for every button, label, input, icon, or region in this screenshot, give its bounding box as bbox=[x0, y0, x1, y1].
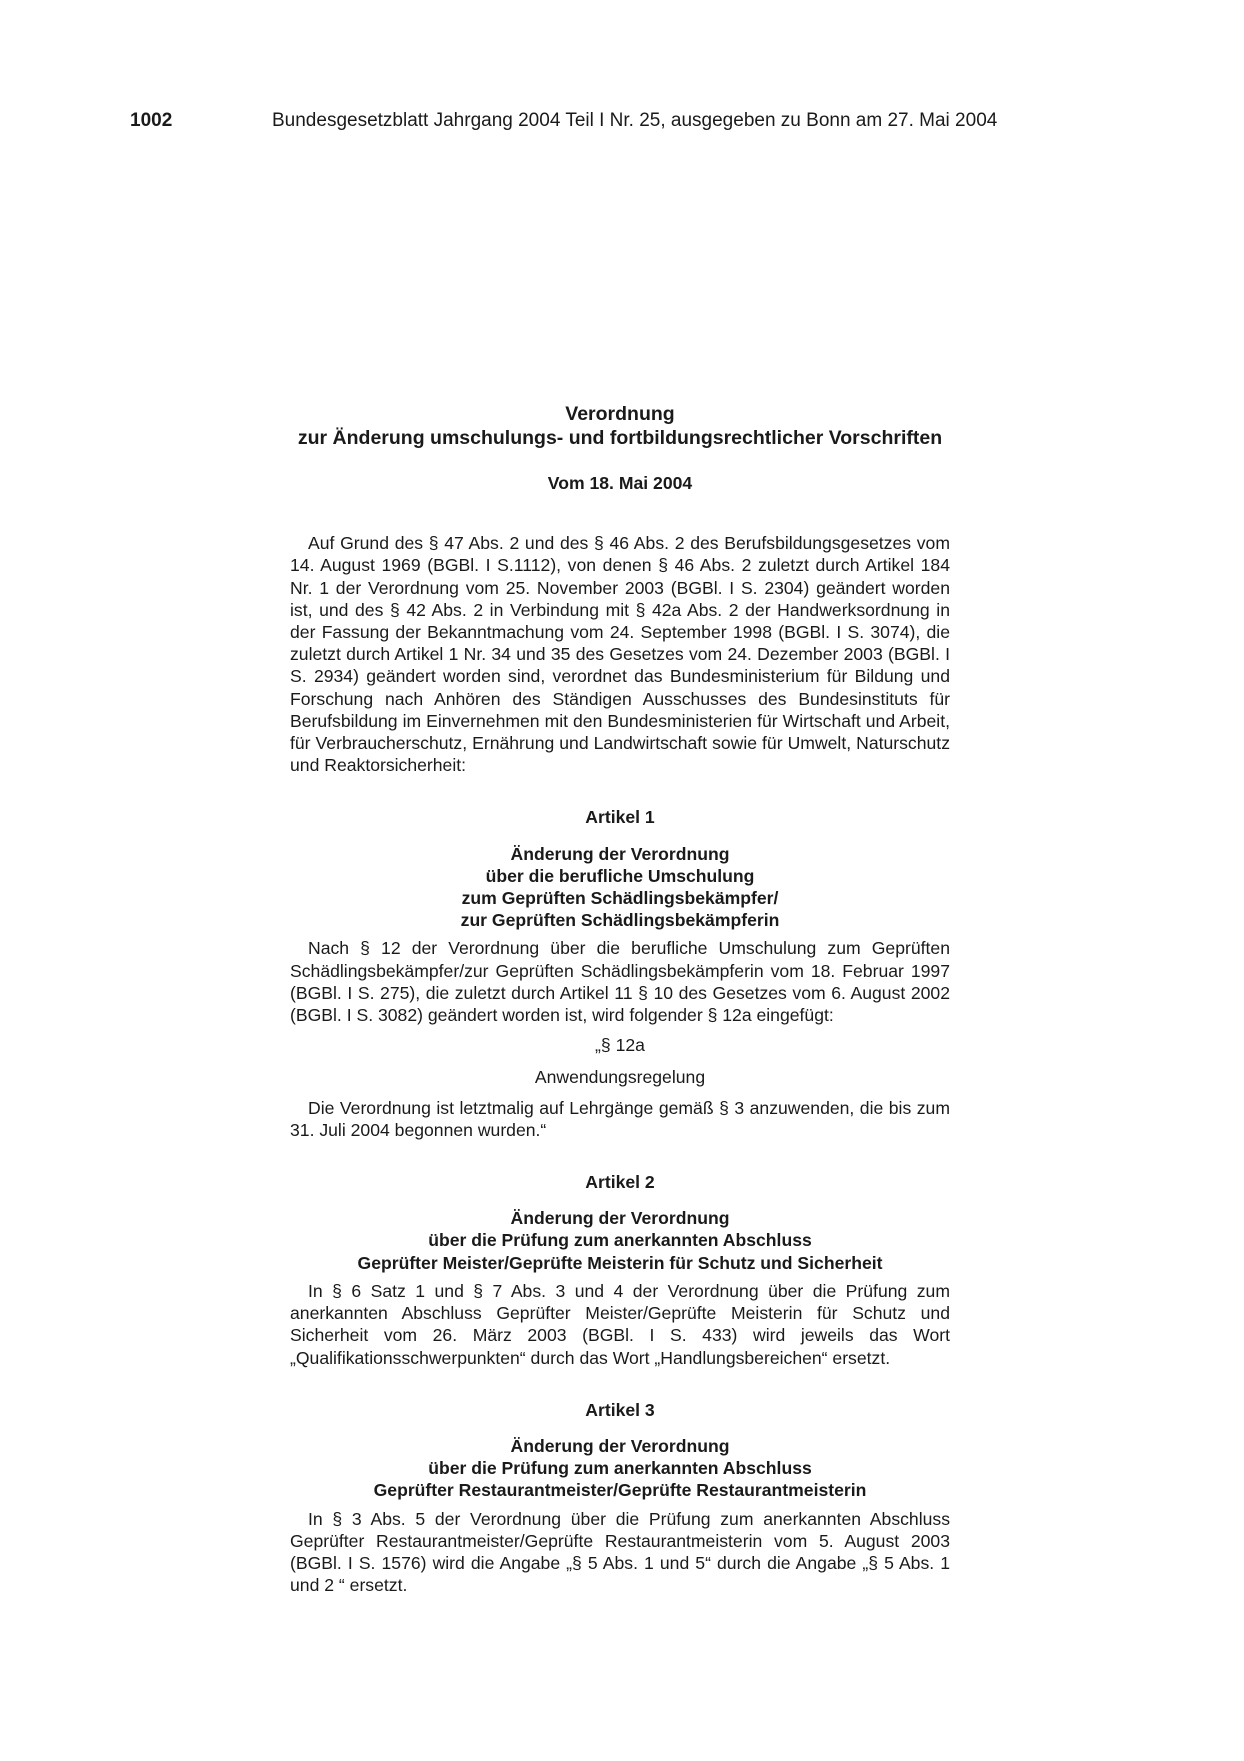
document-title bbox=[290, 402, 950, 450]
article-3-subtitle-line: Geprüfter Restaurantmeister/Geprüfte Restaurantmeisterin bbox=[373, 1480, 867, 1501]
section-12a-body: Die Verordnung ist letztmalig auf Lehrgänge gemäß § 3 anzuwenden, die bis zum 31. Juli 2004 begonnen wurden.“ bbox=[290, 1097, 950, 1140]
article-3-heading: Artikel 3 bbox=[585, 1399, 655, 1420]
article-2-subtitle bbox=[290, 1207, 950, 1274]
document-body bbox=[290, 402, 950, 1596]
article-2-body: In § 6 Satz 1 und § 7 Abs. 3 und 4 der Verordnung über die Prüfung zum anerkannten Abschluss Geprüfter Meister/Geprüfte Meisterin für Schutz und Sicherheit vom 26. März 2003 (BGBl. I S. 433) wird jeweils das Wort „Qualifikationsschwerpunkten“ durch das Wort „Handlungsbereichen“ ersetzt. bbox=[290, 1280, 950, 1368]
title-line-2: zur Änderung umschulungs- und fortbildungsrechtlicher Vorschriften bbox=[297, 427, 943, 449]
running-header: Bundesgesetzblatt Jahrgang 2004 Teil I Nr. 25, ausgegeben zu Bonn am 27. Mai 2004 bbox=[272, 110, 998, 131]
document-date: Vom 18. Mai 2004 bbox=[547, 473, 693, 493]
article-2-subtitle-line: über die Prüfung zum anerkannten Abschluss bbox=[428, 1230, 812, 1251]
preamble-paragraph: Auf Grund des § 47 Abs. 2 und des § 46 Abs. 2 des Berufsbildungsgesetzes vom 14. August 1969 (BGBl. I S.1112), von denen § 46 Abs. 2 zuletzt durch Artikel 184 Nr. 1 der Verordnung vom 25. November 2003 (BGBl. I S. 2304) geändert worden ist, und des § 42 Abs. 2 in Verbindung mit § 42a Abs. 2 der Handwerksordnung in der Fassung der Bekanntmachung vom 24. September 1998 (BGBl. I S. 3074), die zuletzt durch Artikel 1 Nr. 34 und 35 des Gesetzes vom 24. Dezember 2003 (BGBl. I S. 2934) geändert worden sind, verordnet das Bundesministerium für Bildung und Forschung nach Anhören des Ständigen Ausschusses des Bundesinstituts für Berufsbildung im Einvernehmen mit den Bundesministerien für Wirtschaft und Arbeit, für Verbraucherschutz, Ernährung und Landwirtschaft sowie für Umwelt, Naturschutz und Reaktorsicherheit: bbox=[290, 533, 950, 776]
article-3-subtitle-line: Änderung der Verordnung bbox=[510, 1435, 730, 1456]
article-2-subtitle-line: Geprüfter Meister/Geprüfte Meisterin für Schutz und Sicherheit bbox=[357, 1252, 883, 1273]
article-2-heading: Artikel 2 bbox=[585, 1172, 655, 1193]
article-1-subtitle-line: zur Geprüften Schädlingsbekämpferin bbox=[460, 910, 780, 931]
section-12a-title: Anwendungsregelung bbox=[534, 1067, 706, 1088]
article-3-body: In § 3 Abs. 5 der Verordnung über die Prüfung zum anerkannten Abschluss Geprüfter Restaurantmeister/Geprüfte Restaurantmeisterin vom 5. August 2003 (BGBl. I S. 1576) wird die Angabe „§ 5 Abs. 1 und 5“ durch die Angabe „§ 5 Abs. 1 und 2 “ ersetzt. bbox=[290, 1508, 950, 1596]
article-3-subtitle-line: über die Prüfung zum anerkannten Abschluss bbox=[428, 1458, 812, 1479]
article-1-subtitle-line: Änderung der Verordnung bbox=[510, 843, 730, 864]
title-line-1: Verordnung bbox=[565, 403, 675, 425]
article-1-subtitle bbox=[290, 843, 950, 932]
article-1-body: Nach § 12 der Verordnung über die berufliche Umschulung zum Geprüften Schädlingsbekämpfer/zur Geprüften Schädlingsbekämpferin vom 18. Februar 1997 (BGBl. I S. 275), die zuletzt durch Artikel 11 § 10 des Gesetzes vom 6. August 2002 (BGBl. I S. 3082) geändert worden ist, wird folgender § 12a eingefügt: bbox=[290, 938, 950, 1026]
article-1-heading: Artikel 1 bbox=[585, 807, 655, 828]
page-number: 1002 bbox=[130, 110, 173, 131]
article-2-subtitle-line: Änderung der Verordnung bbox=[510, 1208, 730, 1229]
article-1-subtitle-line: zum Geprüften Schädlingsbekämpfer/ bbox=[461, 888, 779, 909]
article-3-subtitle bbox=[290, 1435, 950, 1502]
article-1-subtitle-line: über die berufliche Umschulung bbox=[485, 865, 755, 886]
section-12a-number: „§ 12a bbox=[595, 1035, 645, 1056]
